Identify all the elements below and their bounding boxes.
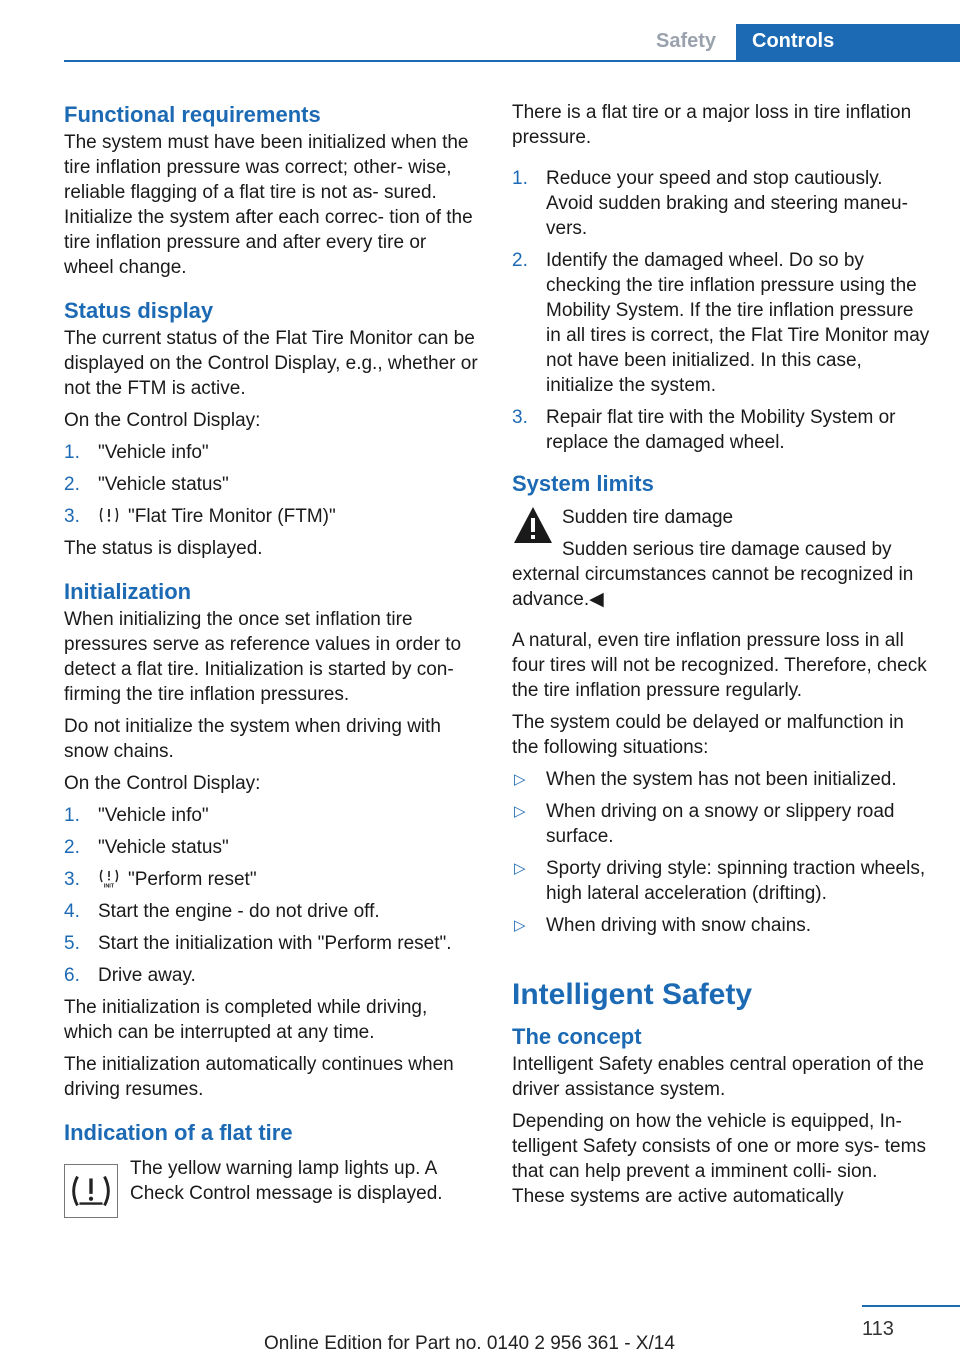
paragraph-limits-1: A natural, even tire inflation pressure loss in all four tires will not be recognized. Therefore, check the tire inflation pressure regularly. — [512, 630, 927, 701]
init-steps-list — [64, 803, 478, 988]
init-icon-label: INIT — [103, 883, 115, 888]
limits-list — [512, 767, 930, 938]
heading-initialization: Initialization — [64, 579, 192, 604]
paragraph-init-after-2: The initialization automatically continues when driving resumes. — [64, 1054, 454, 1100]
list-item: 2. "Vehicle status" — [64, 837, 229, 858]
header-rule — [64, 60, 960, 62]
header-chapter-controls: Controls — [736, 24, 960, 62]
list-item: 3. INIT "Perform reset" — [64, 869, 257, 890]
warning-note — [512, 505, 930, 562]
list-item: 3. "Flat Tire Monitor (FTM)" — [64, 506, 336, 527]
heading-system-limits: System limits — [512, 471, 654, 496]
warning-lamp-text: The yellow warning lamp lights up. A Check Control message is displayed. — [130, 1158, 443, 1204]
paragraph-limits-2: The system could be delayed or malfunction in the following situations: — [512, 712, 904, 758]
paragraph-init-on-control-display: On the Control Display: — [64, 773, 261, 794]
list-item: 2. "Vehicle status" — [64, 474, 229, 495]
paragraph-concept-2: Depending on how the vehicle is equipped, In‐ telligent Safety consists of one or more sys‐ tems that can help prevent a imminent colli‐ sion. These systems are active automatically — [512, 1111, 926, 1207]
page-number: 113 — [862, 1318, 894, 1340]
warning-triangle-icon — [512, 505, 554, 545]
flat-tire-monitor-icon — [98, 505, 120, 525]
list-item: 1. "Vehicle info" — [64, 805, 209, 826]
paragraph-functional-requirements: The system must have been initialized when the tire inflation pressure was correct; other‐ wise, reliable flagging of a flat tire is not as‐ sured. Initialize the system after each correc‐ tion of the tire inflation pressure and after every tire or wheel change. — [64, 132, 473, 278]
list-item: ▷ Sporty driving style: spinning traction wheels, high lateral acceleration (drifting). — [514, 858, 926, 904]
list-item: ▷ When driving on a snowy or slippery road surface. — [514, 801, 895, 847]
list-item: ▷ When the system has not been initialized. — [514, 769, 897, 790]
paragraph-flat-tire: There is a flat tire or a major loss in tire inflation pressure. — [512, 102, 912, 148]
paragraph-status-result: The status is displayed. — [64, 538, 263, 559]
warning-heading: Sudden tire damage — [562, 507, 734, 528]
heading-intelligent-safety: Intelligent Safety — [512, 978, 753, 1011]
paragraph-init-after-1: The initialization is completed while driving, which can be interrupted at any time. — [64, 997, 428, 1043]
paragraph-status-display: The current status of the Flat Tire Monitor can be displayed on the Control Display, e.g., whether or not the FTM is active. — [64, 328, 478, 399]
heading-the-concept: The concept — [512, 1024, 642, 1049]
warning-lamp-image — [64, 1164, 118, 1218]
footer-edition: Online Edition for Part no. 0140 2 956 361 - X/14 — [264, 1333, 675, 1354]
paragraph-concept-1: Intelligent Safety enables central operation of the driver assistance system. — [512, 1054, 924, 1100]
heading-functional-requirements: Functional requirements — [64, 102, 321, 127]
warning-lamp-row — [64, 1156, 478, 1216]
status-steps-list — [64, 440, 478, 529]
list-item: 1. Reduce your speed and stop cautiously. Avoid sudden braking and steering maneu‐ vers. — [512, 168, 908, 239]
heading-indication-flat-tire: Indication of a flat tire — [64, 1120, 293, 1145]
list-item: 6. Drive away. — [64, 965, 196, 986]
paragraph-init-2: Do not initialize the system when driving with snow chains. — [64, 716, 442, 762]
warning-body-line: Sudden serious tire damage caused by — [562, 539, 892, 560]
list-item: 1. "Vehicle info" — [64, 442, 209, 463]
footer-rule — [862, 1305, 960, 1307]
list-item: ▷ When driving with snow chains. — [514, 915, 812, 936]
paragraph-on-control-display: On the Control Display: — [64, 410, 261, 431]
tire-pressure-warning-icon — [65, 1165, 117, 1217]
flat-tire-steps-list — [512, 166, 930, 455]
list-item: 4. Start the engine - do not drive off. — [64, 901, 380, 922]
right-column — [512, 100, 930, 1209]
header-section-safety: Safety — [656, 30, 717, 52]
heading-status-display: Status display — [64, 298, 214, 323]
left-column — [64, 100, 478, 1216]
warning-body-continued: external circumstances cannot be recognized in advance.◀ — [512, 564, 914, 610]
list-item: 3. Repair flat tire with the Mobility System or replace the damaged wheel. — [512, 407, 896, 453]
list-item: 5. Start the initialization with "Perform reset". — [64, 933, 452, 954]
tire-reset-icon — [98, 868, 120, 888]
list-item: 2. Identify the damaged wheel. Do so by checking the tire inflation pressure using the Mobility System. If the tire inflation pressure in all tires is correct, the Flat Tire Monitor may not have been initialized. In this case, initialize the system. — [512, 250, 930, 396]
paragraph-init-1: When initializing the once set inflation tire pressures serve as reference values in order to detect a flat tire. Initialization is started by con‐ firming the tire inflation pressures. — [64, 609, 462, 705]
